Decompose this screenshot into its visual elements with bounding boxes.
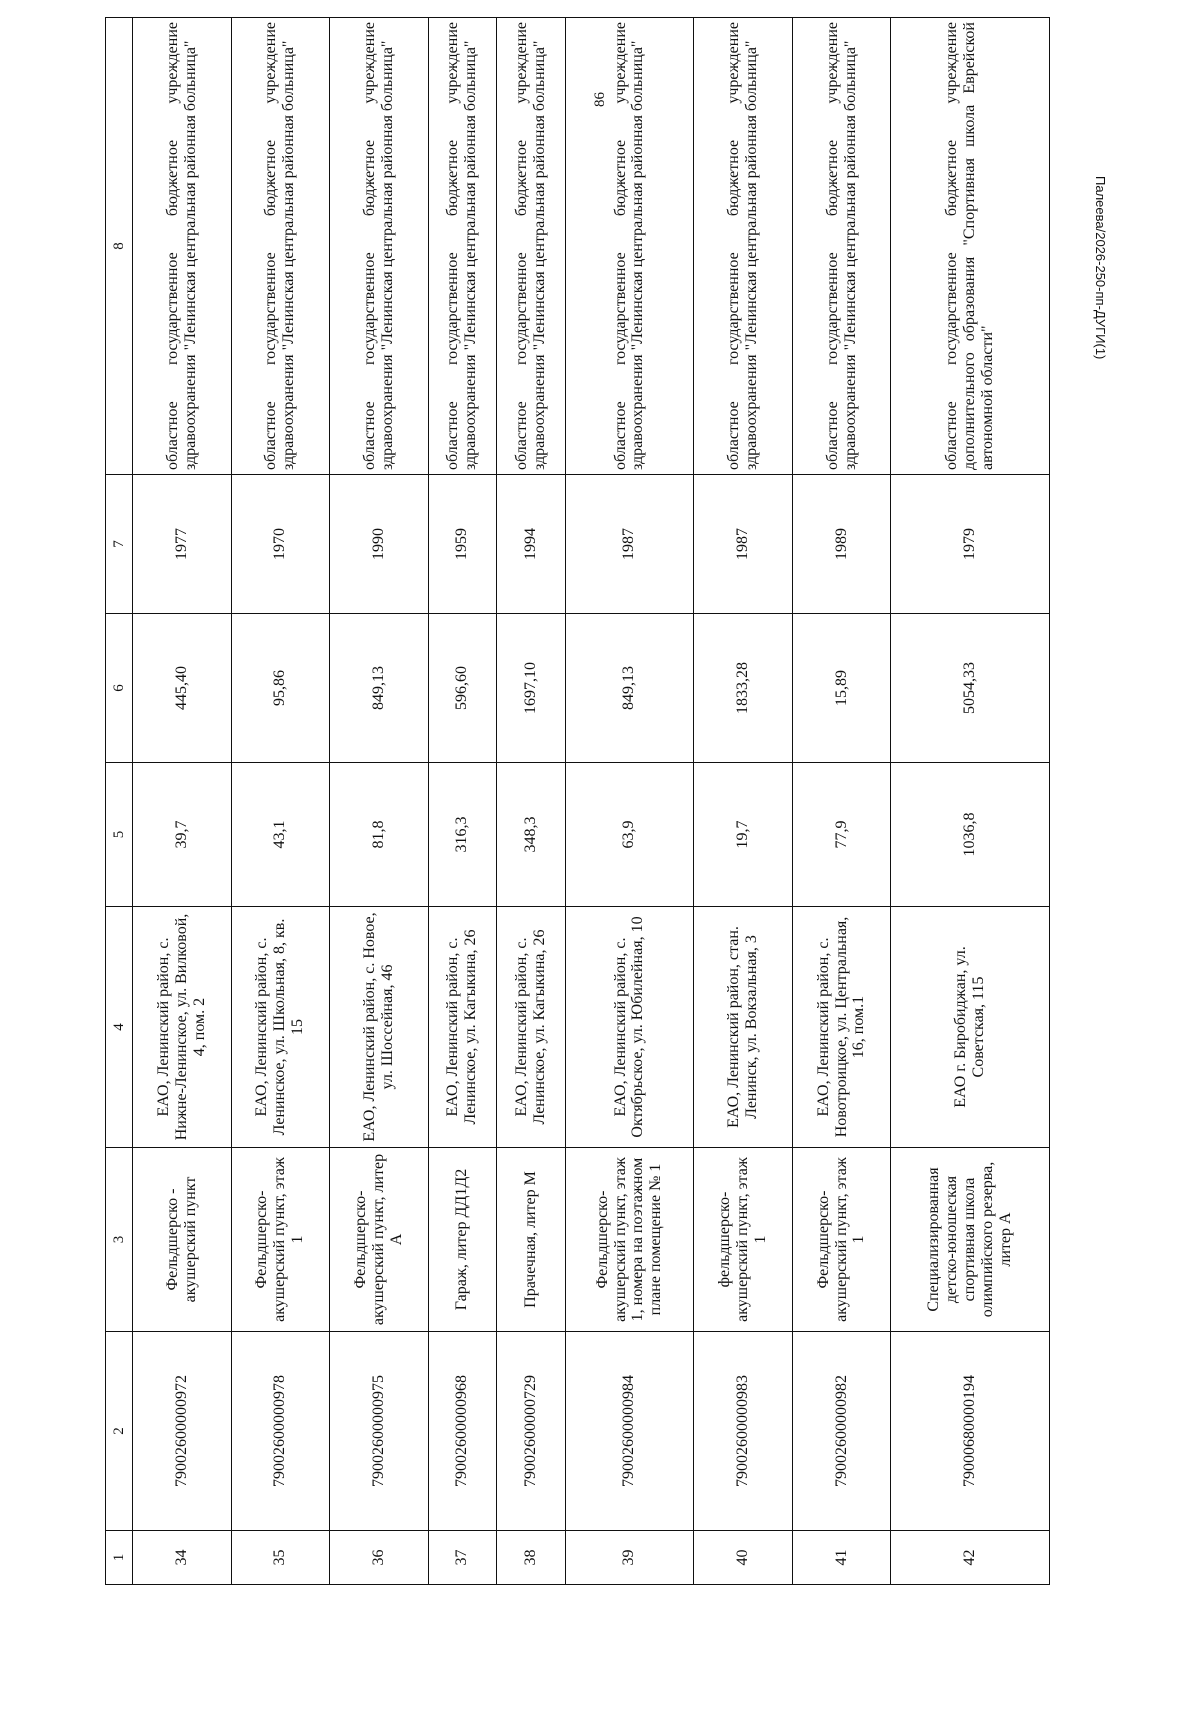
registry-code: 79002600000984 — [565, 1332, 694, 1531]
row-number: 41 — [792, 1531, 891, 1585]
object-area: 39,7 — [133, 763, 232, 907]
registry-code: 79002600000972 — [133, 1332, 232, 1531]
object-name: Гараж, литер ДД1Д2 — [428, 1148, 496, 1332]
column-header: 7 — [106, 475, 133, 614]
row-number: 42 — [891, 1531, 1050, 1585]
object-area: 63,9 — [565, 763, 694, 907]
registry-code: 79002600000729 — [497, 1332, 565, 1531]
object-address: ЕАО, Ленинский район, с. Ленинское, ул. Кагыкина, 26 — [428, 907, 496, 1148]
object-address: ЕАО, Ленинский район, с. Ленинское, ул. Школьная, 8, кв. 15 — [231, 907, 330, 1148]
object-value: 5054,33 — [891, 614, 1050, 763]
column-header: 8 — [106, 18, 133, 475]
rights-holder: областное государственное бюджетное учреждение здравоохранения "Ленинская центральная районная больница" — [133, 18, 232, 475]
object-address: ЕАО, Ленинский район, с. Ленинское, ул. Кагыкина, 26 — [497, 907, 565, 1148]
object-area: 81,8 — [330, 763, 429, 907]
row-number: 34 — [133, 1531, 232, 1585]
object-area: 1036,8 — [891, 763, 1050, 907]
object-value: 1833,28 — [694, 614, 793, 763]
object-year: 1987 — [565, 475, 694, 614]
table-header-row — [106, 18, 133, 1585]
table-row — [231, 18, 330, 1585]
object-address: ЕАО, Ленинский район, с. Новое, ул. Шоссейная, 46 — [330, 907, 429, 1148]
object-area: 77,9 — [792, 763, 891, 907]
rotated-table-container — [105, 22, 1050, 1585]
object-name: Фельдшерско-акушерский пункт, литер А — [330, 1148, 429, 1332]
registry-code: 79002600000968 — [428, 1332, 496, 1531]
object-year: 1979 — [891, 475, 1050, 614]
registry-code: 79002600000983 — [694, 1332, 793, 1531]
rights-holder: областное государственное бюджетное учреждение дополнительного образования "Спортивная школа Еврейской автономной области" — [891, 18, 1050, 475]
row-number: 39 — [565, 1531, 694, 1585]
rights-holder: областное государственное бюджетное учреждение здравоохранения "Ленинская центральная районная больница" — [694, 18, 793, 475]
row-number: 35 — [231, 1531, 330, 1585]
object-name: Фельдшерско-акушерский пункт, этаж 1 — [231, 1148, 330, 1332]
rights-holder: областное государственное бюджетное учреждение здравоохранения "Ленинская центральная районная больница" — [428, 18, 496, 475]
object-address: ЕАО, Ленинский район, с. Нижне-Ленинское, ул. Вилковой, 4, пом. 2 — [133, 907, 232, 1148]
row-number: 36 — [330, 1531, 429, 1585]
table-row — [133, 18, 232, 1585]
row-number: 37 — [428, 1531, 496, 1585]
object-year: 1987 — [694, 475, 793, 614]
object-year: 1994 — [497, 475, 565, 614]
table-row — [330, 18, 429, 1585]
object-value: 445,40 — [133, 614, 232, 763]
object-area: 348,3 — [497, 763, 565, 907]
table-row — [565, 18, 694, 1585]
column-header: 2 — [106, 1332, 133, 1531]
column-header: 5 — [106, 763, 133, 907]
rights-holder: областное государственное бюджетное учреждение здравоохранения "Ленинская центральная районная больница" — [231, 18, 330, 475]
property-table — [105, 17, 1050, 1585]
object-year: 1990 — [330, 475, 429, 614]
object-value: 1697,10 — [497, 614, 565, 763]
registry-code: 79002600000982 — [792, 1332, 891, 1531]
column-header: 6 — [106, 614, 133, 763]
object-value: 849,13 — [330, 614, 429, 763]
row-number: 38 — [497, 1531, 565, 1585]
rights-holder: областное государственное бюджетное учреждение здравоохранения "Ленинская центральная районная больница" — [330, 18, 429, 475]
object-name: Специализированная детско-юношеская спортивная школа олимпийского резерва, литер А — [891, 1148, 1050, 1332]
object-year: 1959 — [428, 475, 496, 614]
object-address: ЕАО г. Биробиджан, ул. Советская, 115 — [891, 907, 1050, 1148]
registry-code: 79002600000975 — [330, 1332, 429, 1531]
row-number: 40 — [694, 1531, 793, 1585]
column-header: 1 — [106, 1531, 133, 1585]
object-value: 596,60 — [428, 614, 496, 763]
object-address: ЕАО, Ленинский район, с. Октябрьское, ул. Юбилейная, 10 — [565, 907, 694, 1148]
object-address: ЕАО, Ленинский район, с. Новотроицкое, ул. Центральная, 16, пом.1 — [792, 907, 891, 1148]
table-row — [497, 18, 565, 1585]
object-name: Фельдшерско-акушерский пункт, этаж 1 — [792, 1148, 891, 1332]
object-area: 43,1 — [231, 763, 330, 907]
object-name: Фельдшерско - акушерский пункт — [133, 1148, 232, 1332]
table-row — [694, 18, 793, 1585]
page-number: 86 — [591, 92, 608, 107]
rights-holder: областное государственное бюджетное учреждение здравоохранения "Ленинская центральная районная больница" — [497, 18, 565, 475]
object-value: 95,86 — [231, 614, 330, 763]
object-name: фельдшерско-акушерский пункт, этаж 1 — [694, 1148, 793, 1332]
rights-holder: областное государственное бюджетное учреждение здравоохранения "Ленинская центральная районная больница" — [565, 18, 694, 475]
table-row — [428, 18, 496, 1585]
table-row — [891, 18, 1050, 1585]
column-header: 4 — [106, 907, 133, 1148]
object-year: 1970 — [231, 475, 330, 614]
object-value: 15,89 — [792, 614, 891, 763]
object-year: 1989 — [792, 475, 891, 614]
object-name: Фельдшерско-акушерский пункт, этаж 1, номера на поэтажном плане помещение № 1 — [565, 1148, 694, 1332]
column-header: 3 — [106, 1148, 133, 1332]
document-code: Палеева/2026-250-пп-ДУГИ(1) — [1093, 176, 1108, 360]
object-value: 849,13 — [565, 614, 694, 763]
object-area: 316,3 — [428, 763, 496, 907]
table-row — [792, 18, 891, 1585]
registry-code: 79002600000978 — [231, 1332, 330, 1531]
object-year: 1977 — [133, 475, 232, 614]
registry-code: 79000680000194 — [891, 1332, 1050, 1531]
rights-holder: областное государственное бюджетное учреждение здравоохранения "Ленинская центральная районная больница" — [792, 18, 891, 475]
object-area: 19,7 — [694, 763, 793, 907]
object-name: Прачечная, литер М — [497, 1148, 565, 1332]
object-address: ЕАО, Ленинский район, стан. Ленинск, ул. Вокзальная, 3 — [694, 907, 793, 1148]
